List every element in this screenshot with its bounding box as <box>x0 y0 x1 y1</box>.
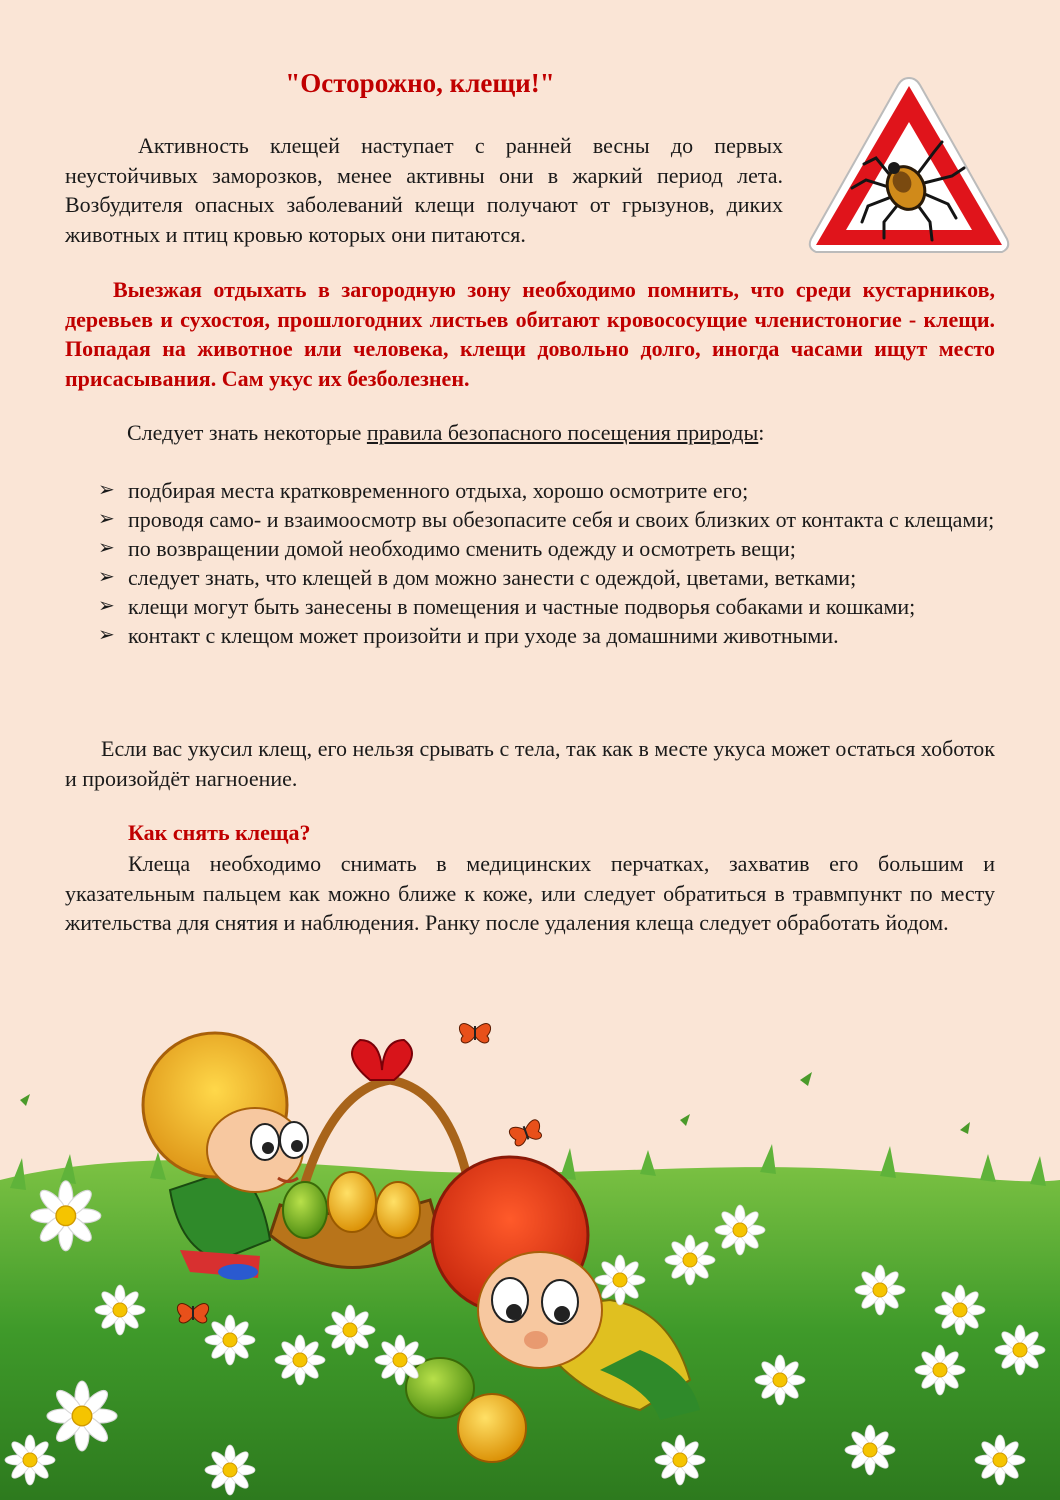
how-to-remove-heading: Как снять клеща? <box>128 820 311 845</box>
intro-paragraph: Активность клещей наступает с ранней весны до первых неустойчивых заморозков, менее активны они в жаркий период лета. Возбудителя опасных заболеваний клещи получают от грызунов, диких животных и птиц кровью которых они питаются. <box>65 133 783 247</box>
arrow-bullet-icon: ➢ <box>98 508 115 530</box>
rule-text: проводя само- и взаимоосмотр вы обезопасите себя и своих близких от контакта с клещами; <box>128 507 995 532</box>
arrow-bullet-icon: ➢ <box>98 537 115 559</box>
tick-warning-sign-icon <box>806 72 1012 258</box>
bite-paragraph: Если вас укусил клещ, его нельзя срывать с тела, так как в месте укуса может остаться хоботок и произойдёт нагноение. <box>65 736 995 791</box>
list-item <box>98 592 995 621</box>
children-easter-meadow-illustration <box>0 1010 1060 1500</box>
arrow-bullet-icon: ➢ <box>98 595 115 617</box>
list-item <box>98 476 995 505</box>
how-to-remove-paragraph: Клеща необходимо снимать в медицинских перчатках, захватив его большим и указательным пальцем как можно ближе к коже, или следует обратиться в травмпункт по месту жительства для снятия и наблюдения. Ранку после удаления клеща следует обработать йодом. <box>65 851 995 935</box>
rules-list <box>98 476 995 650</box>
rules-lead-colon: : <box>758 420 765 445</box>
rule-text: по возвращении домой необходимо сменить одежду и осмотреть вещи; <box>128 536 796 561</box>
warning-paragraph: Выезжая отдыхать в загородную зону необходимо помнить, что среди кустарников, деревьев и сухостоя, прошлогодних листьев обитают кровососущие членистоногие - клещи. Попадая на животное или человека, клещи довольно долго, иногда часами ищут место присасывания. Сам укус их безболезнен. <box>65 277 995 391</box>
arrow-bullet-icon: ➢ <box>98 624 115 646</box>
rules-lead-paragraph <box>65 418 995 448</box>
list-item <box>98 505 995 534</box>
rules-lead-underlined: правила безопасного посещения природы <box>366 420 759 445</box>
rule-text: подбирая места кратковременного отдыха, хорошо осмотрите его; <box>128 478 749 503</box>
page-title: "Осторожно, клещи!" <box>285 68 555 98</box>
rule-text: клещи могут быть занесены в помещения и частные подворья собаками и кошками; <box>128 594 916 619</box>
list-item <box>98 534 995 563</box>
rules-lead-text: Следует знать некоторые <box>127 420 367 445</box>
rule-text: контакт с клещом может произойти и при уходе за домашними животными. <box>128 623 839 648</box>
list-item <box>98 563 995 592</box>
arrow-bullet-icon: ➢ <box>98 566 115 588</box>
arrow-bullet-icon: ➢ <box>98 479 115 501</box>
rule-text: следует знать, что клещей в дом можно занести с одеждой, цветами, ветками; <box>128 565 857 590</box>
list-item <box>98 621 995 650</box>
